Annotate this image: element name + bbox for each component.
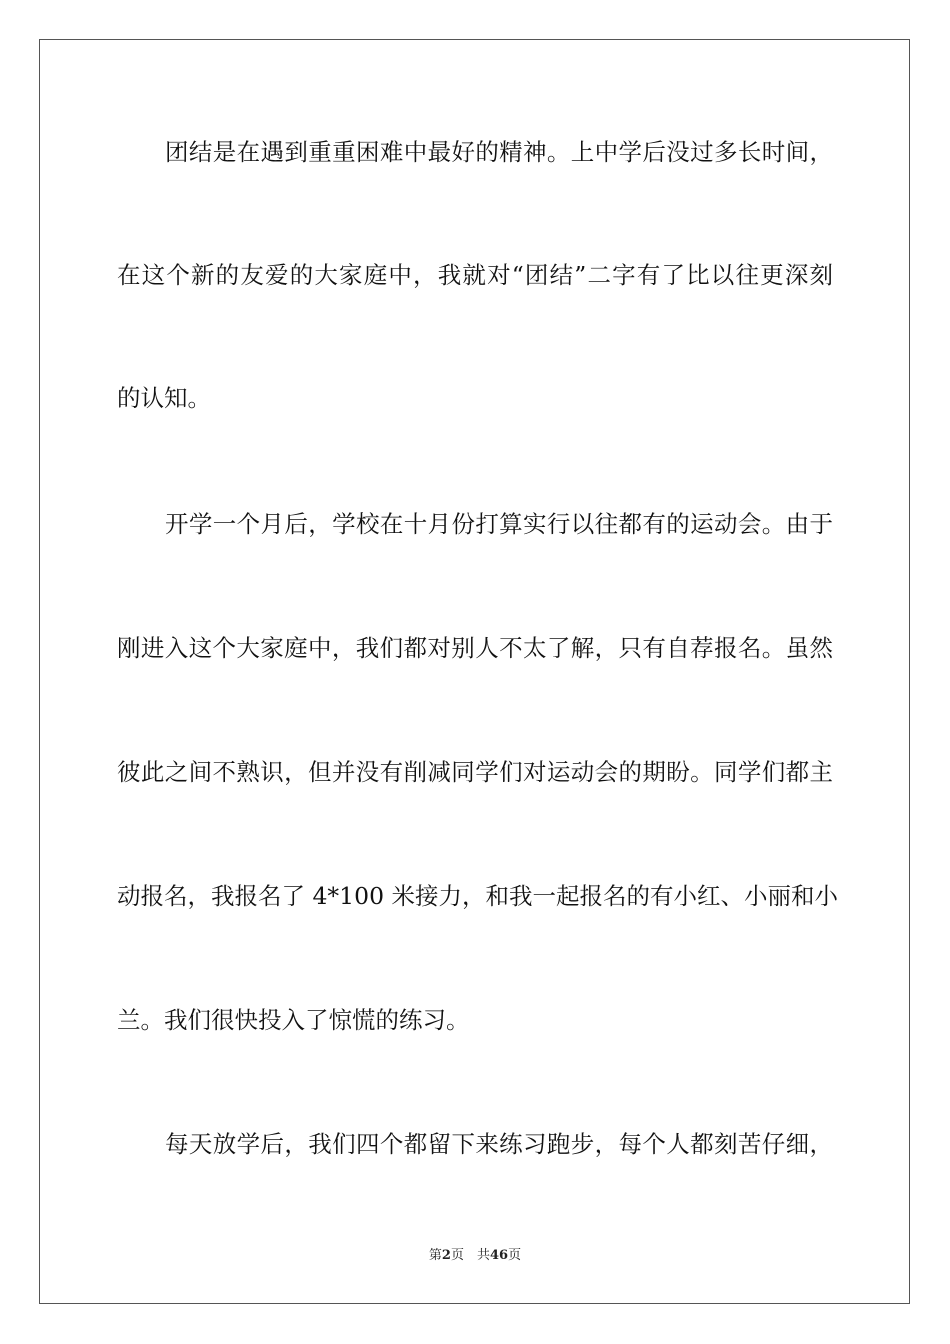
page-suffix: 页 (508, 1248, 522, 1263)
total-page-number: 46 (489, 1248, 509, 1263)
paragraph-2-line-2: 刚进入这个大家庭中，我们都对别人不太了解，只有自荐报名。虽然 (117, 634, 833, 662)
paragraph-3-line-1: 每天放学后，我们四个都留下来练习跑步，每个人都刻苦仔细， (165, 1130, 833, 1158)
page-footer (0, 1247, 950, 1265)
current-page-number: 2 (441, 1248, 451, 1263)
paragraph-1-line-3: 的认知。 (117, 384, 211, 412)
paragraph-1-line-1: 团结是在遇到重重困难中最好的精神。上中学后没过多长时间， (165, 138, 833, 166)
paragraph-2-line-1: 开学一个月后，学校在十月份打算实行以往都有的运动会。由于 (165, 510, 833, 538)
paragraph-2-line-5: 兰。我们很快投入了惊慌的练习。 (117, 1006, 470, 1034)
paragraph-1-line-2: 在这个新的友爱的大家庭中，我就对“团结”二字有了比以往更深刻 (117, 261, 833, 289)
paragraph-2-line-3: 彼此之间不熟识，但并没有削减同学们对运动会的期盼。同学们都主 (117, 758, 833, 786)
page-frame (39, 39, 910, 1304)
page-prefix: 第 (428, 1248, 442, 1263)
paragraph-2-line-4: 动报名，我报名了 4*100 米接力，和我一起报名的有小红、小丽和小 (117, 882, 838, 910)
page-separator: 页 共 (450, 1248, 490, 1263)
